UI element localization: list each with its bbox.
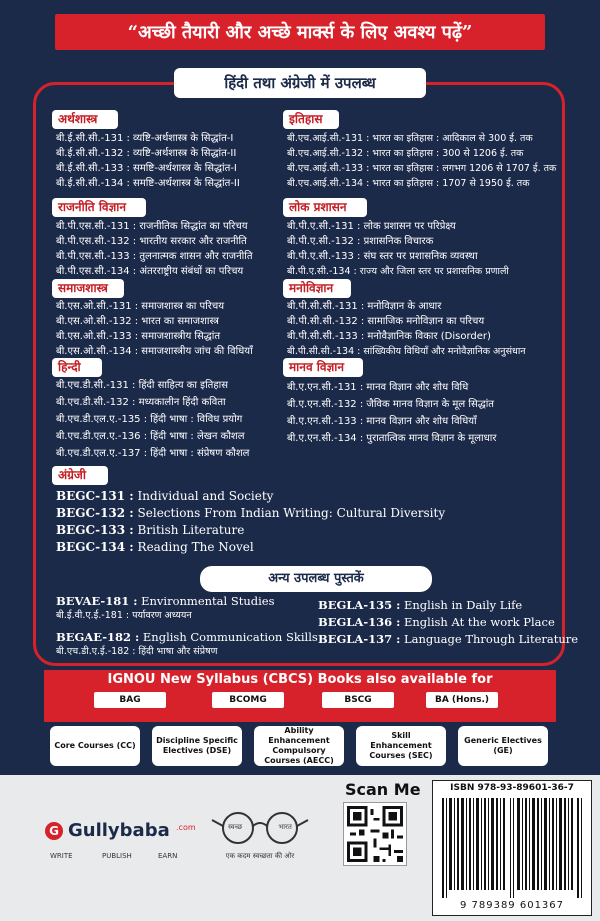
list-item: बी.ई.सी.सी.-133 : समष्टि-अर्थशास्त्र के सिद्धांत-I xyxy=(56,163,237,174)
list-item: बी.ए.एन.सी.-133 : मानव विज्ञान और शोध विधियाँ xyxy=(287,416,477,427)
list-item: बी.पी.ए.सी.-133 : संघ स्तर पर प्रशासनिक व्यवस्था xyxy=(287,251,478,262)
barcode-icon xyxy=(440,798,584,898)
isbn-label: ISBN 978-93-89601-36-7 xyxy=(450,783,574,793)
isbn-digits: 9 789389 601367 xyxy=(459,900,565,911)
list-item: बी.पी.सी.सी.-132 : सामाजिक मनोविज्ञान का परिचय xyxy=(287,316,485,327)
list-item: BEGC-133 : British Literature xyxy=(56,523,245,537)
list-item: बी.पी.एस.सी.-131 : राजनीतिक सिद्धांत का परिचय xyxy=(56,221,248,232)
brand-name: Gullybaba xyxy=(68,820,170,841)
list-item: बी.पी.ए.सी.-131 : लोक प्रशासन पर परिप्रेक्ष्य xyxy=(287,221,456,232)
tagline-word: EARN xyxy=(158,852,178,860)
swachh-word: स्वच्छ xyxy=(228,823,243,831)
section-title-psychology: मनोविज्ञान xyxy=(283,279,351,298)
list-item: बी.एच.डी.सी.-132 : मध्यकालीन हिंदी कविता xyxy=(56,397,226,408)
section-title-political-science: राजनीति विज्ञान xyxy=(52,198,146,217)
section-title-anthropology: मानव विज्ञान xyxy=(283,358,363,377)
list-item: बी.ई.सी.सी.-131 : व्यष्टि-अर्थशास्त्र के सिद्धांत-I xyxy=(56,133,234,144)
list-item: बी.एच.डी.एल.ए.-136 : हिंदी भाषा : लेखन कौशल xyxy=(56,431,245,442)
cbcs-title: IGNOU New Syllabus (CBCS) Books also available for xyxy=(107,672,493,687)
list-item: BEGC-134 : Reading The Novel xyxy=(56,540,254,554)
section-title-hindi: हिन्दी xyxy=(52,358,102,377)
swachh-slogan: एक कदम स्वच्छता की ओर xyxy=(225,852,295,860)
brand-suffix: .com xyxy=(176,823,196,832)
list-item: बी.पी.सी.सी.-133 : मनोवैज्ञानिक विकार (Disorder) xyxy=(287,331,491,342)
list-item: बी.एस.ओ.सी.-132 : भारत का समाजशास्त्र xyxy=(56,316,219,327)
program-badge: BA (Hons.) xyxy=(426,692,498,708)
list-item: बी.ए.एन.सी.-134 : पुरातात्विक मानव विज्ञान के मूलाधार xyxy=(287,433,497,444)
list-item: बी.ई.सी.सी.-134 : समष्टि-अर्थशास्त्र के सिद्धांत-II xyxy=(56,178,240,189)
list-item: BEGC-131 : Individual and Society xyxy=(56,489,274,503)
section-title-economics: अर्थशास्त्र xyxy=(52,110,118,129)
list-item: BEVAE-181 : Environmental Studies xyxy=(56,594,275,608)
course-type-box: Discipline Specific Electives (DSE) xyxy=(152,726,242,766)
list-item: BEGAE-182 : English Communication Skills xyxy=(56,630,318,644)
other-books-badge: अन्य उपलब्ध पुस्तकें xyxy=(200,566,432,592)
course-type-box: Core Courses (CC) xyxy=(50,726,140,766)
course-type-box: Skill Enhancement Courses (SEC) xyxy=(356,726,446,766)
list-item: बी.एच.डी.ए.ई.-182 : हिंदी भाषा और संप्रेषण xyxy=(56,646,218,657)
program-badge: BCOMG xyxy=(212,692,284,708)
list-item: बी.एस.ओ.सी.-134 : समाजशास्त्रीय जांच की विधियाँ xyxy=(56,346,253,357)
list-item: BEGLA-137 : Language Through Literature xyxy=(318,632,579,646)
section-title-english: अंग्रेजी xyxy=(52,466,108,485)
list-item: बी.एच.आई.सी.-132 : भारत का इतिहास : 300 से 1206 ई. तक xyxy=(287,148,524,159)
list-item: BEGLA-135 : English in Daily Life xyxy=(318,598,523,612)
list-item: बी.पी.ए.सी.-132 : प्रशासनिक विचारक xyxy=(287,236,434,247)
section-title-public-admin: लोक प्रशासन xyxy=(283,198,367,217)
list-item: बी.पी.ए.सी.-134 : राज्य और जिला स्तर पर प्रशासनिक प्रणाली xyxy=(287,266,509,277)
program-badge: BAG xyxy=(94,692,166,708)
list-item: बी.एच.आई.सी.-134 : भारत का इतिहास : 1707 से 1950 ई. तक xyxy=(287,178,530,189)
brand-logo-icon: G xyxy=(45,822,63,840)
list-item: बी.पी.सी.सी.-134 : सांख्यिकीय विधियाँ और मनोवैज्ञानिक अनुसंधान xyxy=(287,346,526,357)
list-item: बी.पी.सी.सी.-131 : मनोविज्ञान के आधार xyxy=(287,301,442,312)
list-item: बी.ई.सी.सी.-132 : व्यष्टि-अर्थशास्त्र के सिद्धांत-II xyxy=(56,148,237,159)
swachh-bharat-words xyxy=(210,823,310,832)
list-item: BEGLA-136 : English At the work Place xyxy=(318,615,555,629)
scan-me-label: Scan Me xyxy=(345,780,421,799)
section-title-history: इतिहास xyxy=(283,110,339,129)
list-item: बी.एच.आई.सी.-131 : भारत का इतिहास : आदिकाल से 300 ई. तक xyxy=(287,133,533,144)
list-item: BEGC-132 : Selections From Indian Writing: Cultural Diversity xyxy=(56,506,446,520)
list-item: बी.एच.डी.एल.ए.-137 : हिंदी भाषा : संप्रेषण कौशल xyxy=(56,448,250,459)
list-item: बी.ई.वी.ए.ई.-181 : पर्यावरण अध्ययन xyxy=(56,610,192,621)
list-item: बी.एस.ओ.सी.-133 : समाजशास्त्रीय सिद्धांत xyxy=(56,331,221,342)
list-item: बी.पी.एस.सी.-134 : अंतरराष्ट्रीय संबंधों का परिचय xyxy=(56,266,244,277)
swachh-word: भारत xyxy=(278,823,292,831)
course-type-box: Ability Enhancement Compulsory Courses (AECC) xyxy=(254,726,344,766)
availability-badge: हिंदी तथा अंग्रेजी में उपलब्ध xyxy=(174,68,426,98)
list-item: बी.पी.एस.सी.-132 : भारतीय सरकार और राजनीति xyxy=(56,236,247,247)
program-badge: BSCG xyxy=(322,692,394,708)
list-item: बी.ए.एन.सी.-131 : मानव विज्ञान और शोध विधि xyxy=(287,382,469,393)
tagline-word: PUBLISH xyxy=(102,852,132,860)
list-item: बी.एच.आई.सी.-133 : भारत का इतिहास : लगभग 1206 से 1707 ई. तक xyxy=(287,163,557,174)
list-item: बी.एस.ओ.सी.-131 : समाजशास्त्र का परिचय xyxy=(56,301,224,312)
section-title-sociology: समाजशास्त्र xyxy=(52,279,124,298)
list-item: बी.एच.डी.एल.ए.-135 : हिंदी भाषा : विविध प्रयोग xyxy=(56,414,243,425)
top-banner: “अच्छी तैयारी और अच्छे मार्क्स के लिए अवश्य पढ़ें” xyxy=(55,14,545,50)
list-item: बी.पी.एस.सी.-133 : तुलनात्मक शासन और राजनीति xyxy=(56,251,253,262)
tagline-word: WRITE xyxy=(50,852,73,860)
list-item: बी.ए.एन.सी.-132 : जैविक मानव विज्ञान के मूल सिद्धांत xyxy=(287,399,494,410)
qr-code-icon xyxy=(343,802,407,866)
course-type-box: Generic Electives (GE) xyxy=(458,726,548,766)
list-item: बी.एच.डी.सी.-131 : हिंदी साहित्य का इतिहास xyxy=(56,380,229,391)
